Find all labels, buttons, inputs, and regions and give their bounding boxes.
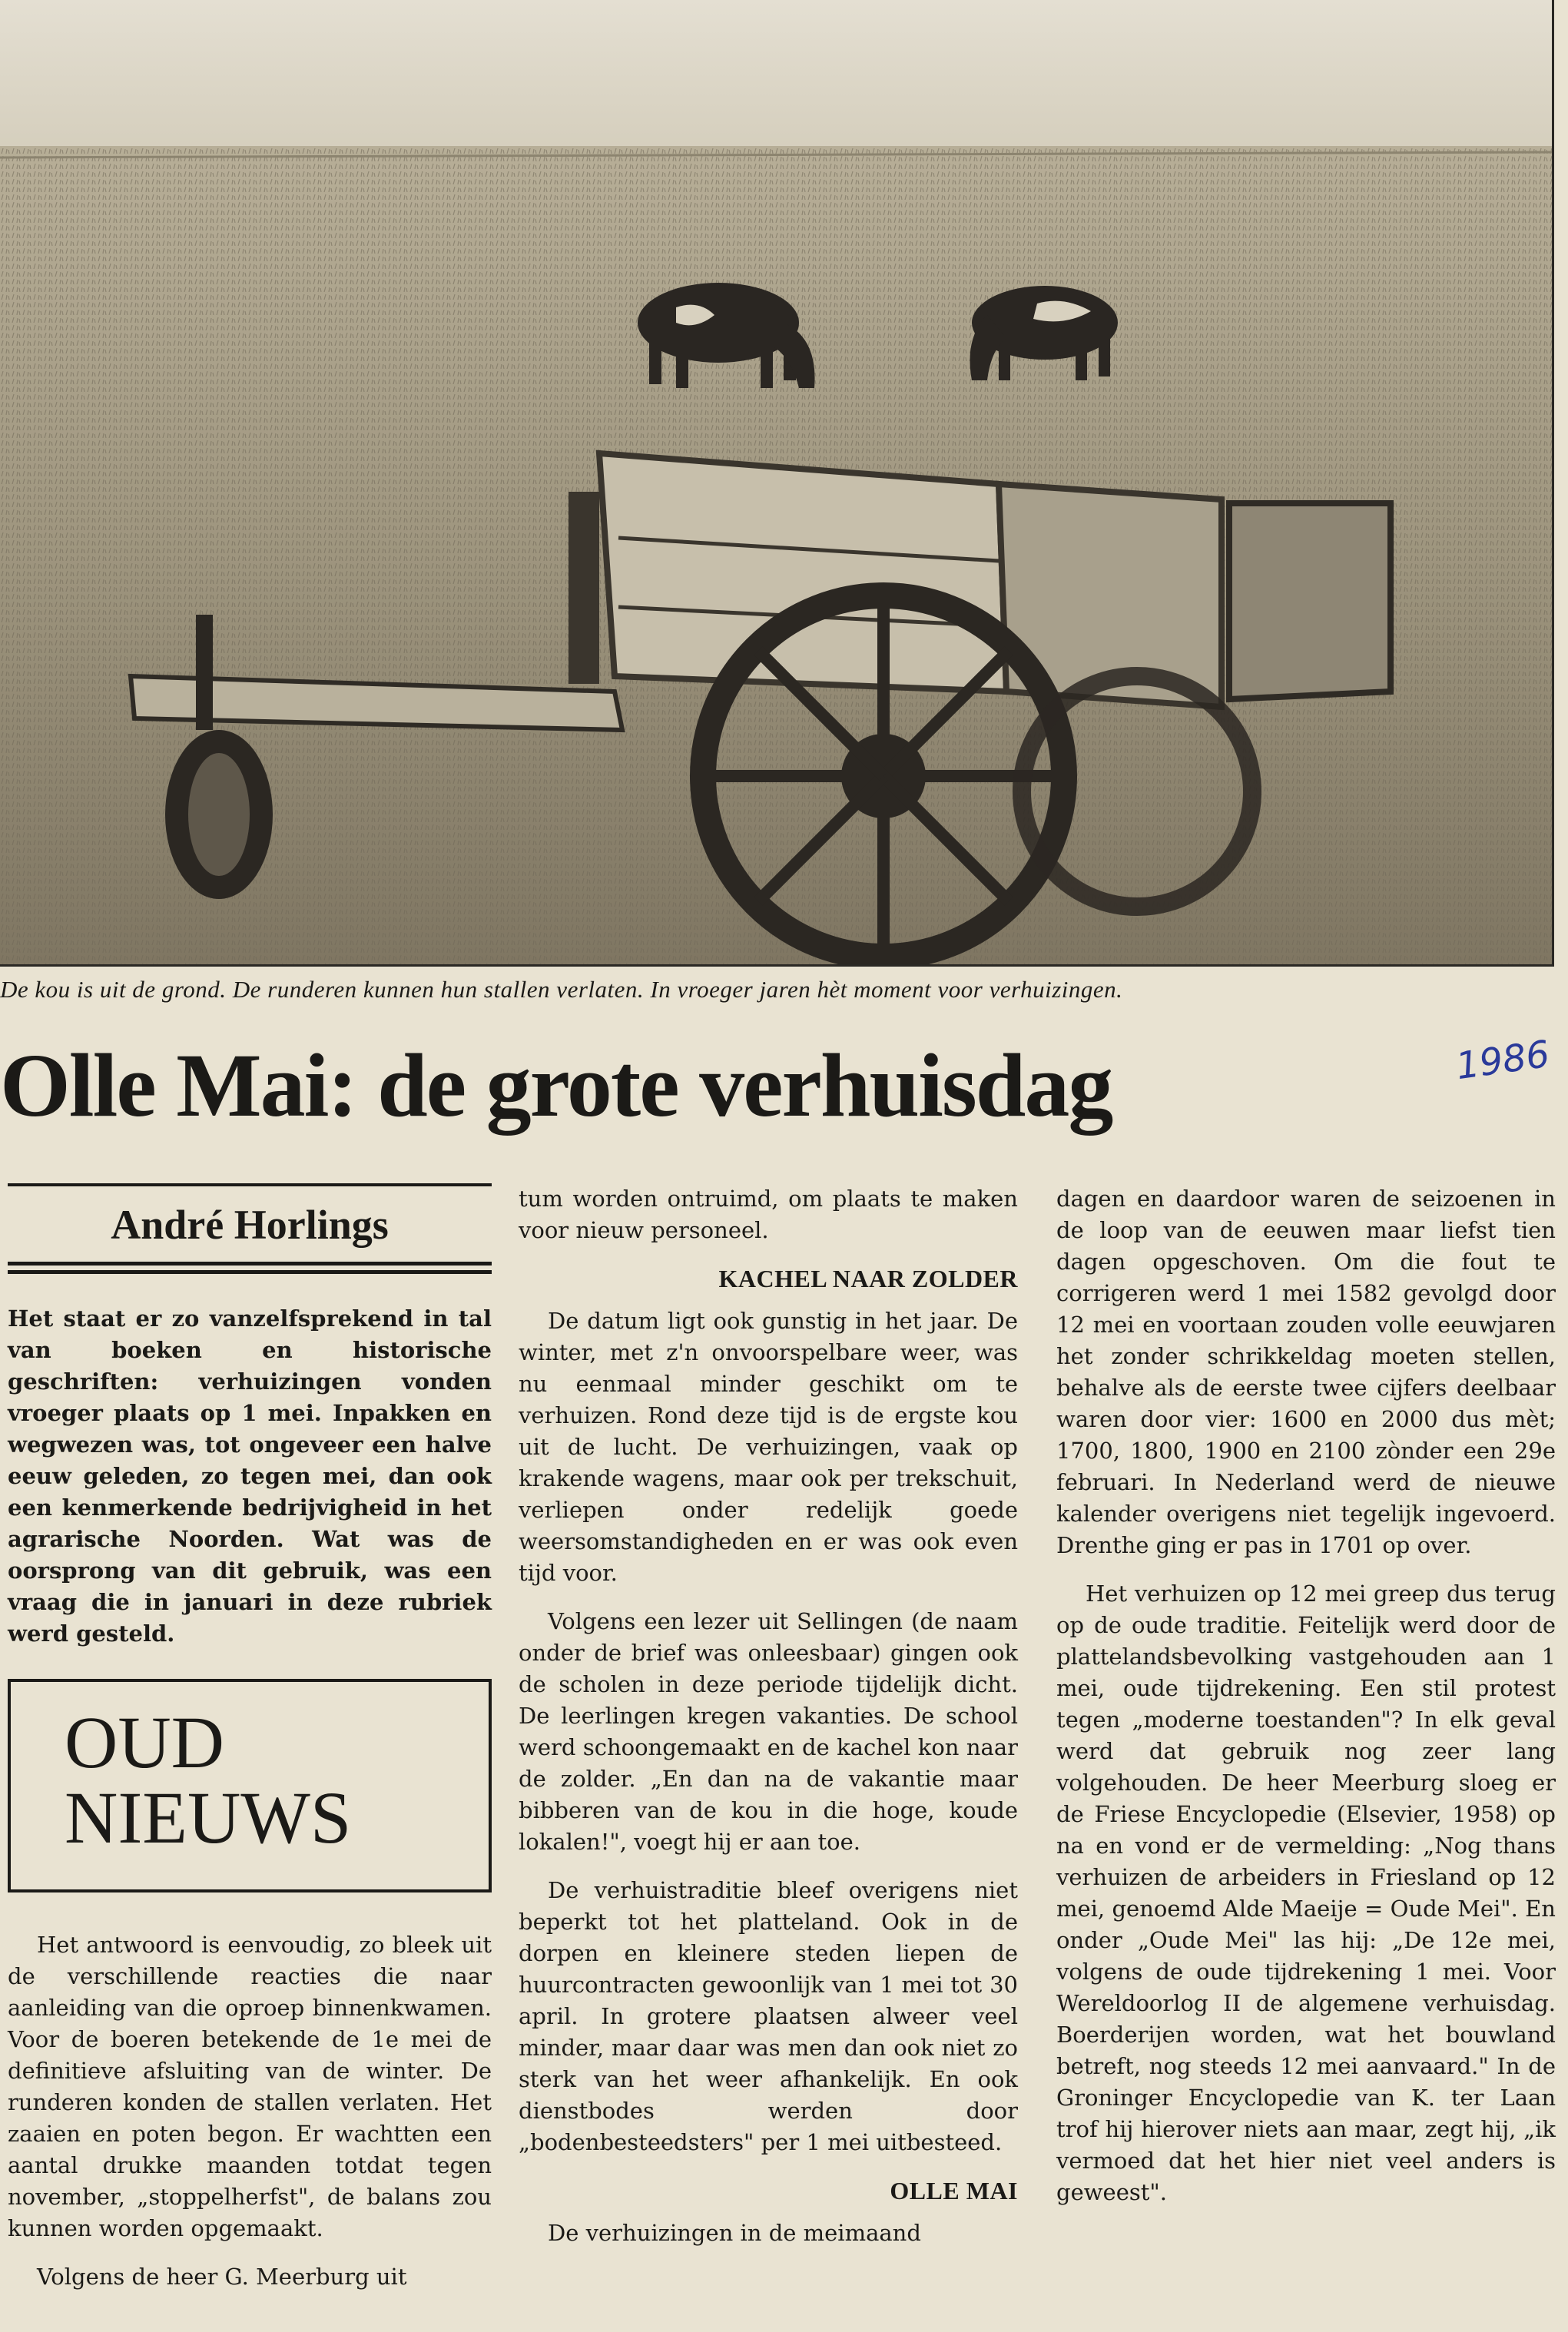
subheading: KACHEL NAAR ZOLDER <box>718 1265 1018 1292</box>
paragraph: dagen en daardoor waren de seizoenen in de loop van de eeuwen maar liefst tien dagen opgeschoven. Om die fout te corrigeren werd 1 mei 1582 gevolgd door 12 mei en voortaan zouden volle eeuwjaren het zonder schrikkeldag moeten stellen, behalve als de eerste twee cijfers deelbaar waren door vier: 1600 en 2000 dus mèt; 1700, 1800, 1900 en 2100 zònder een 29e februari. In Nederland werd de nieuwe kalender overigens niet tegelijk ingevoerd. Drenthe ging er pas in 1701 op over. <box>1056 1186 1556 1558</box>
column-1 <box>8 1183 492 2293</box>
handwritten-year: 1986 <box>1453 1032 1553 1089</box>
column-3 <box>1056 1183 1556 2208</box>
paragraph: Het verhuizen op 12 mei greep dus terug op de oude traditie. Feitelijk werd door de plattelandsbevolking vastgehouden aan 1 mei, oude tijdrekening. Een stil protest tegen „moderne toestanden"? In elk geval werd dat gebruik nog zeer lang volgehouden. De heer Meerburg sloeg er de Friese Encyclopedie (Elsevier, 1958) op na en vond er de vermelding: „Nog thans verhuizen de arbeiders in Friesland op 12 mei, genoemd Alde Maeije = Oude Mei". En onder „Oude Mei" las hij: „De 12e mei, volgens de oude tijdrekening 1 mei. Voor Wereldoorlog II de algemene verhuisdag. Boerderijen worden, wat het bouwland betreft, nog steeds 12 mei aanvaard." In de Groninger Encyclopedie van K. ter Laan trof hij hierover niets aan maar, zegt hij, „ik vermoed dat het hier niet veel anders is geweest". <box>1056 1581 1556 2205</box>
rule <box>8 1270 492 1274</box>
photo-caption: De kou is uit de grond. De runderen kunnen hun stallen verlaten. In vroeger jaren hèt moment voor verhuizingen. <box>0 976 1123 1003</box>
box-line-2: NIEUWS <box>65 1776 352 1859</box>
paragraph: De verhuizingen in de meimaand <box>548 2220 921 2246</box>
subheading: OLLE MAI <box>890 2177 1018 2204</box>
intro-paragraph: Het staat er zo vanzelfsprekend in tal van boeken en historische geschriften: verhuizingen vonden vroeger plaats op 1 mei. Inpakken en wegwezen was, tot ongeveer een halve eeuw geleden, zo tegen mei, dan ook een kenmerkende bedrijvigheid in het agrarische Noorden. Wat was de oorsprong van dit gebruik, was een vraag die in januari in deze rubriek werd gesteld. <box>8 1305 492 1647</box>
box-line-1: OUD <box>65 1701 224 1783</box>
paragraph: De datum ligt ook gunstig in het jaar. De winter, met z'n onvoorspelbare weer, was nu eenmaal minder geschikt om te verhuizen. Rond deze tijd is de ergste kou uit de lucht. De verhuizingen, vaak op krakende wagens, maar ook per trekschuit, verliepen onder redelijk goede weersomstandigheden en er was ook even tijd voor. <box>519 1308 1018 1586</box>
paragraph: Het antwoord is eenvoudig, zo bleek uit de verschillende reacties die naar aanleiding van die oproep binnenkwamen. Voor de boeren betekende de 1e mei de definitieve afsluiting van de winter. De runderen konden de stallen verlaten. Het zaaien en poten begon. Er wachtten een aantal drukke maanden totdat tegen november, „stoppelherfst", de balans zou kunnen worden opgemaakt. <box>8 1932 492 2241</box>
paragraph: Volgens de heer G. Meerburg uit <box>37 2264 407 2290</box>
rule <box>8 1262 492 1266</box>
rule <box>8 1183 492 1186</box>
photo-cart-and-cows <box>0 0 1554 967</box>
headline: Olle Mai: de grote verhuisdag <box>0 1035 1112 1136</box>
paragraph: De verhuistraditie bleef overigens niet beperkt tot het platteland. Ook in de dorpen en kleinere steden liepen de huurcontracten gewoonlijk van 1 mei tot 30 april. In grotere plaatsen alweer veel minder, maar daar was men dan ook niet zo sterk van het weer afhankelijk. En ook dienstbodes werden door „bodenbesteedsters" per 1 mei uitbesteed. <box>519 1877 1018 2155</box>
oud-nieuws-box <box>8 1679 492 1892</box>
photo-illustration <box>0 0 1552 964</box>
byline-author: André Horlings <box>111 1202 389 1248</box>
paragraph: Volgens een lezer uit Sellingen (de naam onder de brief was onleesbaar) gingen ook de scholen in deze periode tijdelijk dicht. De leerlingen kregen vakanties. De school werd schoongemaakt en de kachel kon naar de zolder. „En dan na de vakantie maar bibberen van de kou in die hoge, koude lokalen!", voegt hij er aan toe. <box>519 1608 1018 1855</box>
paragraph: tum worden ontruimd, om plaats te maken voor nieuw personeel. <box>519 1186 1018 1243</box>
column-2 <box>519 1183 1018 2249</box>
cart-wheel <box>703 595 1064 957</box>
